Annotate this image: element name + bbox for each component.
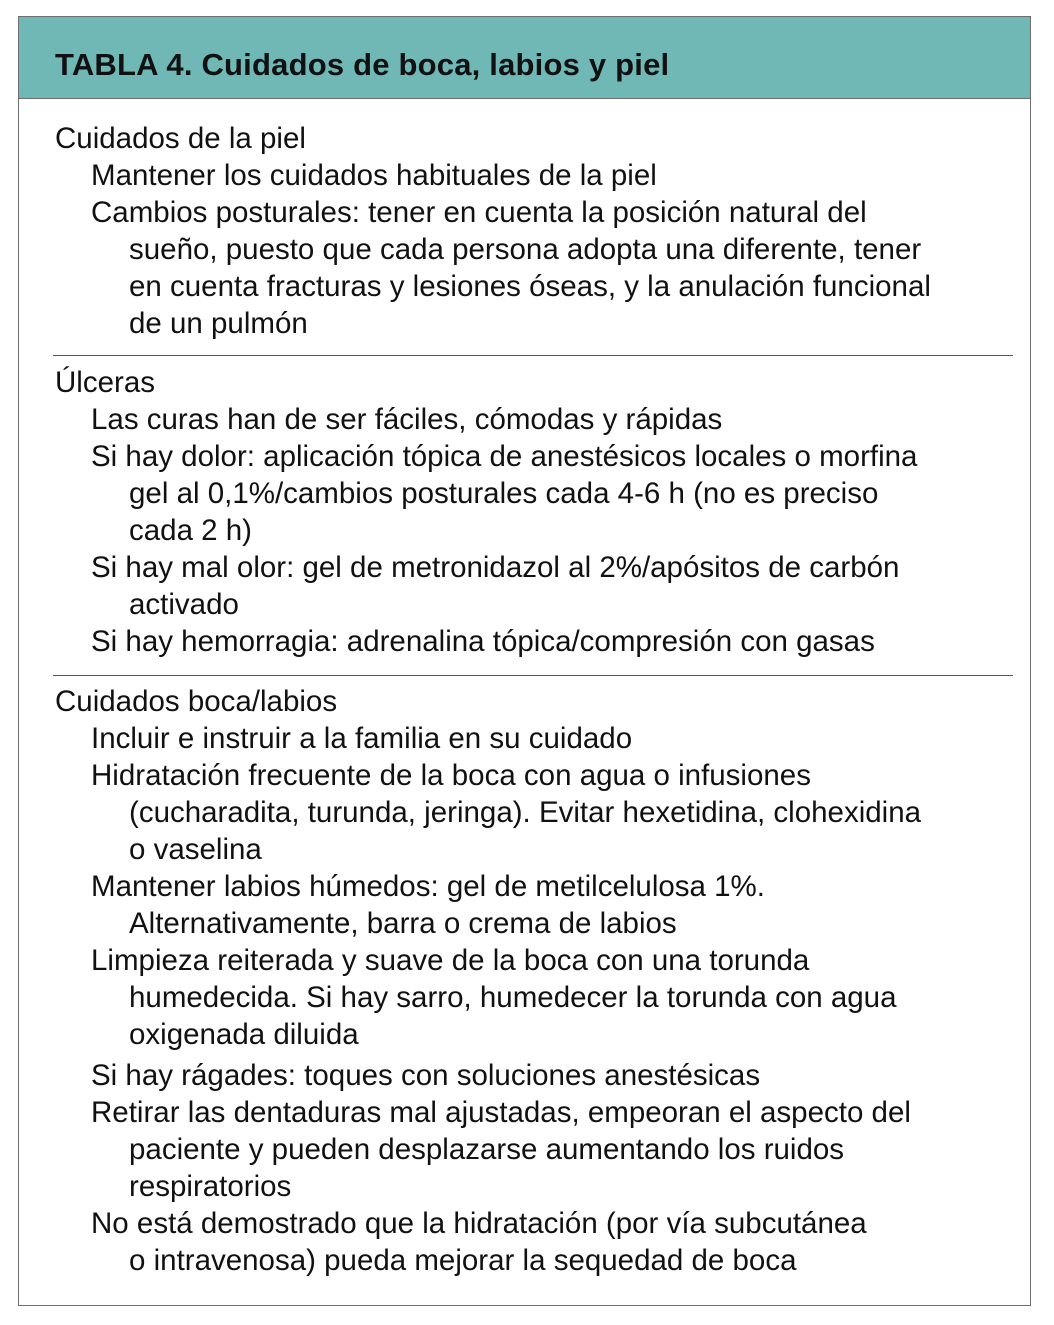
list-item-continuation: activado [129,588,239,621]
list-item-continuation: o vaselina [129,833,262,866]
list-item: Limpieza reiterada y suave de la boca con una torunda [91,944,810,977]
list-item: Mantener los cuidados habituales de la piel [91,159,657,192]
list-item-continuation: respiratorios [129,1170,292,1203]
section-divider [53,355,1013,356]
table-title: TABLA 4. Cuidados de boca, labios y piel [55,47,670,82]
list-item-continuation: paciente y pueden desplazarse aumentando los ruidos [129,1133,845,1166]
list-item-continuation: humedecida. Si hay sarro, humedecer la torunda con agua [129,981,897,1014]
list-item: Si hay hemorragia: adrenalina tópica/compresión con gasas [91,625,875,658]
list-item-continuation: Alternativamente, barra o crema de labios [129,907,677,940]
list-item: No está demostrado que la hidratación (por vía subcutánea [91,1207,867,1240]
list-item-continuation: (cucharadita, turunda, jeringa). Evitar hexetidina, clohexidina [129,796,922,829]
section-heading-ulcers: Úlceras [55,366,155,399]
list-item: Las curas han de ser fáciles, cómodas y rápidas [91,403,723,436]
list-item-continuation: cada 2 h) [129,514,252,547]
list-item: Cambios posturales: tener en cuenta la posición natural del [91,196,867,229]
section-heading-mouth-lips: Cuidados boca/labios [55,685,338,718]
list-item: Hidratación frecuente de la boca con agua o infusiones [91,759,811,792]
list-item: Mantener labios húmedos: gel de metilcelulosa 1%. [91,870,765,903]
list-item-continuation: oxigenada diluida [129,1018,359,1051]
section-divider [53,675,1013,676]
list-item: Si hay rágades: toques con soluciones anestésicas [91,1059,761,1092]
list-item: Retirar las dentaduras mal ajustadas, empeoran el aspecto del [91,1096,911,1129]
list-item-continuation: gel al 0,1%/cambios posturales cada 4-6 h (no es preciso [129,477,879,510]
table-frame [18,16,1031,1306]
list-item-continuation: en cuenta fracturas y lesiones óseas, y la anulación funcional [129,270,931,303]
list-item: Incluir e instruir a la familia en su cuidado [91,722,633,755]
section-heading-skin: Cuidados de la piel [55,122,306,155]
list-item-continuation: sueño, puesto que cada persona adopta una diferente, tener [129,233,922,266]
list-item-continuation: o intravenosa) pueda mejorar la sequedad de boca [129,1244,797,1277]
list-item: Si hay mal olor: gel de metronidazol al 2%/apósitos de carbón [91,551,900,584]
table-header [19,17,1030,99]
list-item: Si hay dolor: aplicación tópica de anestésicos locales o morfina [91,440,918,473]
list-item-continuation: de un pulmón [129,307,308,340]
